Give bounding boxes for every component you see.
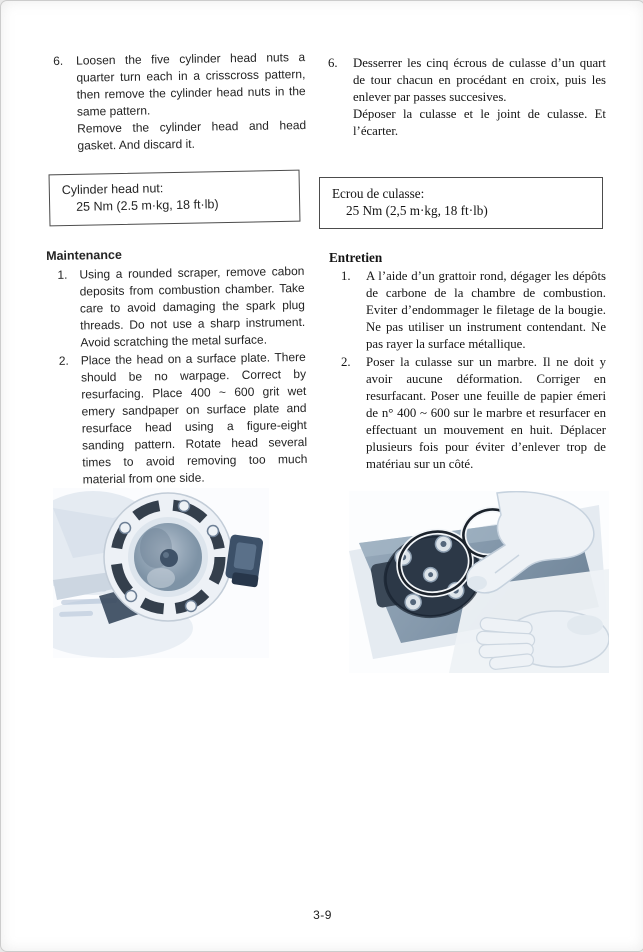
scraping-cylinder-head-photo xyxy=(53,488,269,658)
torque-spec-box-english xyxy=(49,170,301,227)
step-6-french xyxy=(328,55,606,140)
resurfacing-head-photo xyxy=(349,491,609,673)
item-text: Using a rounded scraper, remove cabon deposits from combustion chamber. Take care to avoid damaging the spark plug threads. Do not use a sharp instrument. Avoid scratching the metal surface. xyxy=(79,263,306,350)
section-heading: Entretien xyxy=(329,250,383,265)
step-paragraph: Déposer la culasse et le joint de culasse. Et l’écarter. xyxy=(353,107,606,138)
maintenance-section-english xyxy=(46,244,308,490)
step-text xyxy=(353,55,606,140)
step-number: 6. xyxy=(328,56,338,70)
item-text: Place the head on a surface plate. There should be no warpage. Correct by resurfacing. Place 400 ~ 600 grit wet emery sandpaper on surface plate and resurface head using a figure-eight sanding pattern. Rotate head several times to avoid removing too much material from one side. xyxy=(80,349,308,487)
spec-title: Cylinder head nut: xyxy=(61,181,164,198)
item-text: Poser la culasse sur un marbre. Il ne doit y avoir aucune déformation. Corriger en resurfacant. Poser une feuille de papier émeri de n° 400 ~ 600 sur le marbre et resurfacer en effectuant un mouvement en huit. Déplacer plusieurs fois pour éviter d’enlever trop de matériau sur un côté. xyxy=(366,355,606,471)
step-paragraph: Remove the cylinder head and head gasket. And discard it. xyxy=(77,118,307,153)
list-item xyxy=(57,263,305,352)
maintenance-list xyxy=(46,263,307,489)
resting-hand xyxy=(476,611,609,670)
list-item xyxy=(341,268,606,353)
section-heading: Maintenance xyxy=(46,247,122,263)
maintenance-section-french xyxy=(329,249,606,474)
spec-title: Ecrou de culasse: xyxy=(332,186,425,201)
step-6-english xyxy=(53,49,307,155)
torque-spec-box-french xyxy=(319,177,603,229)
item-text: A l’aide d’un grattoir rond, dégager les dépôts de carbone de la chambre de combustion. Eviter d’endommager le filetage de la bougie. Ne pas utiliser un instrument contendant. Ne pas rayer la surface métallique. xyxy=(366,269,606,351)
step-text xyxy=(76,49,307,155)
item-number: 2. xyxy=(341,355,351,369)
page-number: 3-9 xyxy=(313,908,332,922)
spec-value: 25 Nm (2,5 m·kg, 18 ft·lb) xyxy=(346,203,488,218)
list-item xyxy=(59,349,308,489)
item-number: 2. xyxy=(58,353,69,368)
spec-value: 25 Nm (2.5 m·kg, 18 ft·lb) xyxy=(76,197,219,214)
step-paragraph: Desserrer les cinq écrous de culasse d’un quart de tour chacun en procédant en croix, puis les enlever par passes succesives. xyxy=(353,56,606,104)
item-number: 1. xyxy=(341,269,351,283)
cylinder-head xyxy=(104,493,232,621)
step-number: 6. xyxy=(53,53,64,68)
step-paragraph: Loosen the five cylinder head nuts a quarter turn each in a crisscross pattern, then remove the cylinder head nuts in the same pattern. xyxy=(76,50,306,119)
item-number: 1. xyxy=(57,267,68,282)
entretien-list xyxy=(329,268,606,473)
list-item xyxy=(341,354,606,473)
